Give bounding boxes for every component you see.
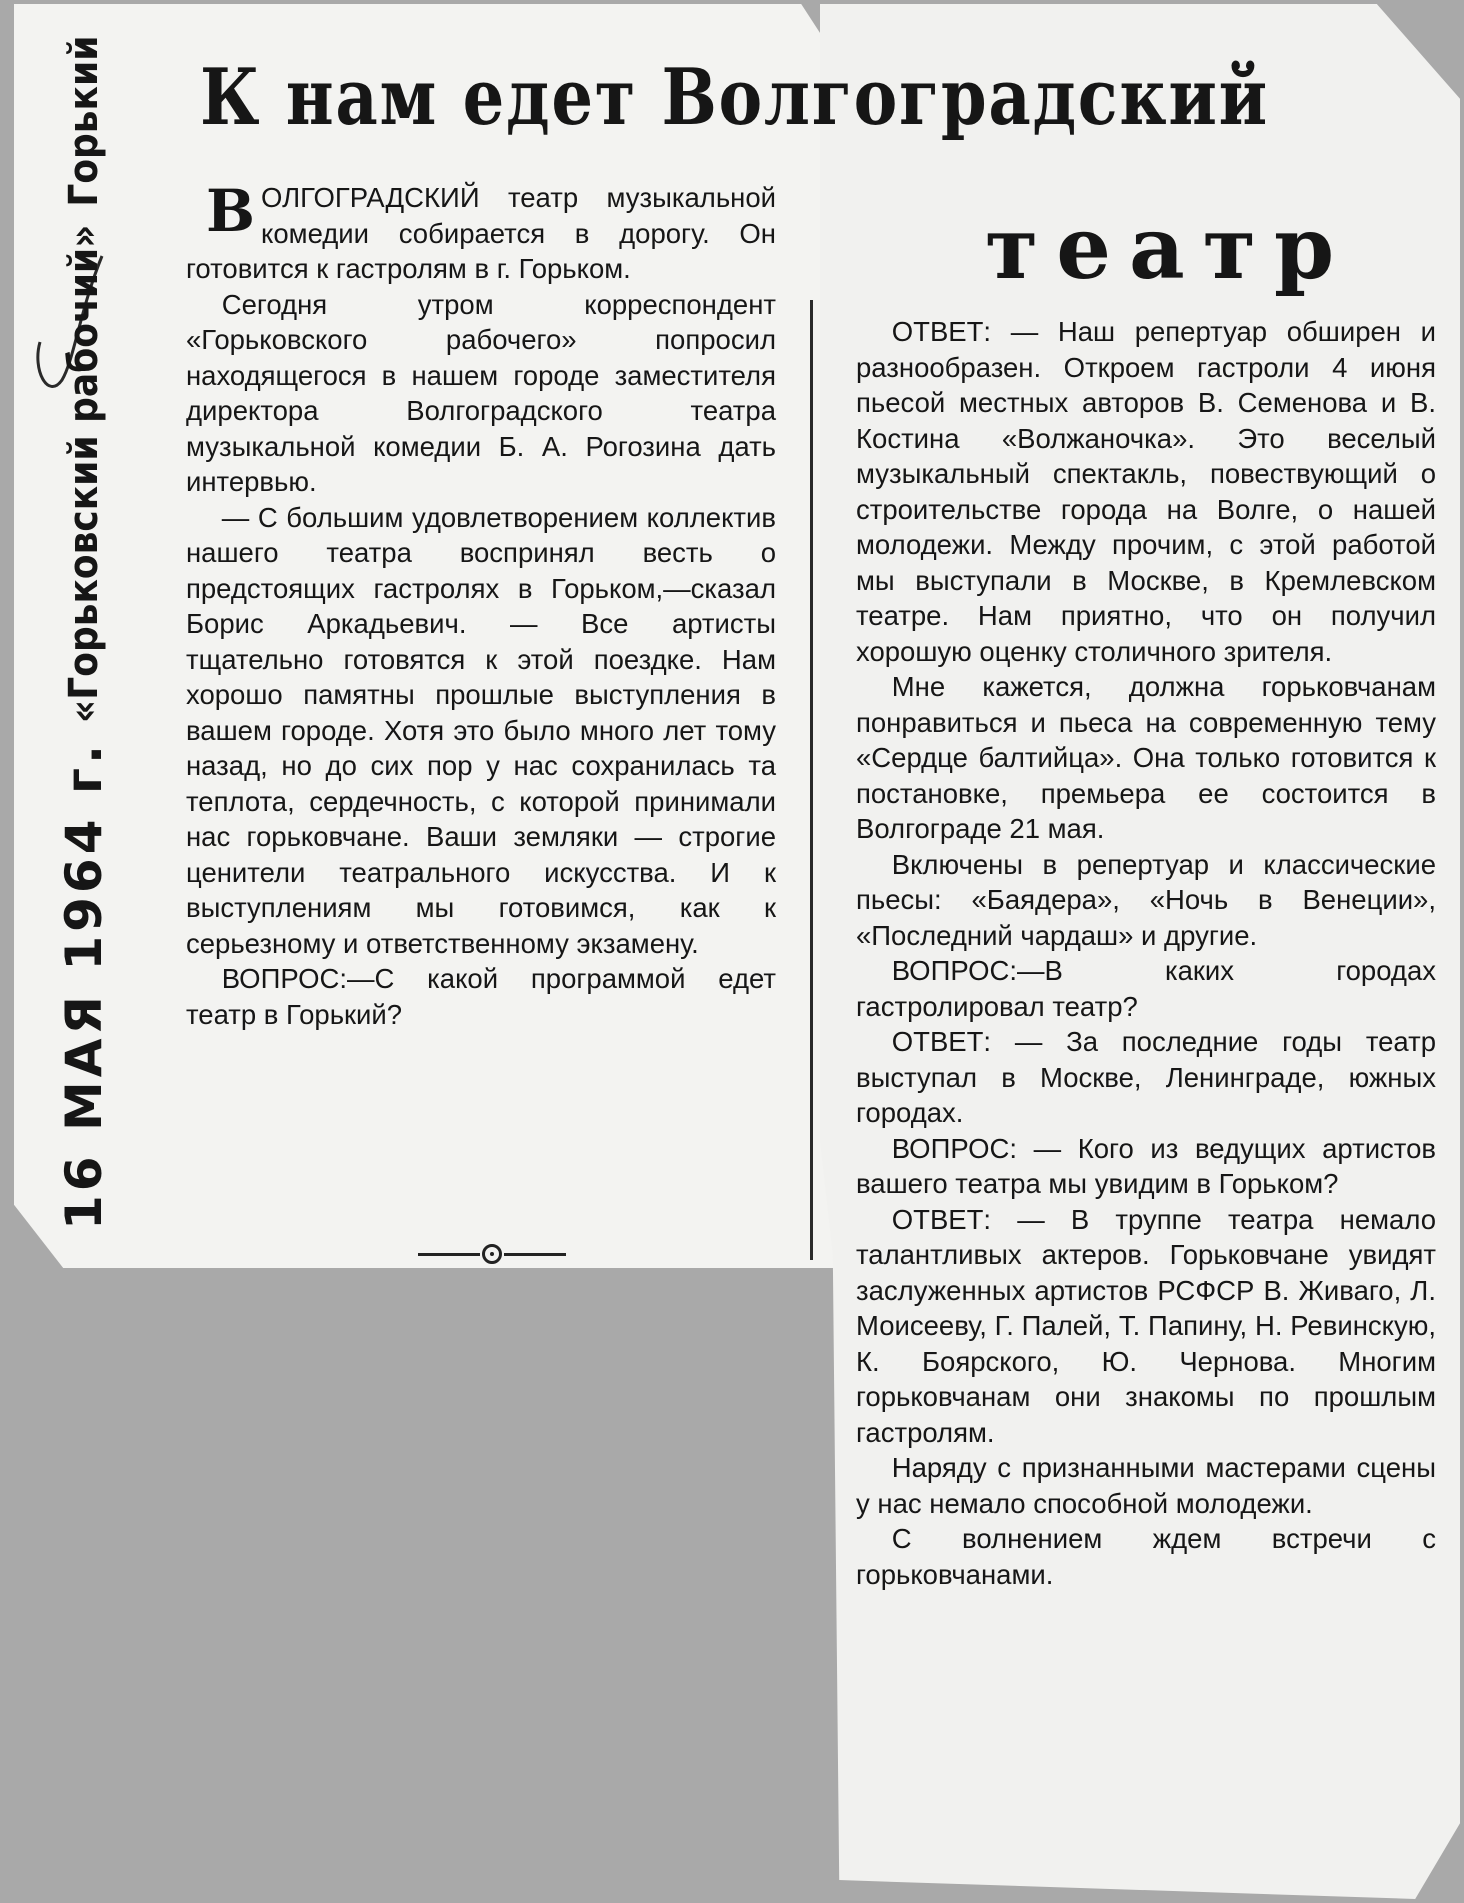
stamp-date: 16 МАЯ 1964 г. [55,740,113,1230]
article-column-2 [856,314,1436,1592]
date-stamp [24,35,144,1230]
article-column-1 [186,177,776,1032]
closing-paragraph: С волнением ждем встречи с горьковчанами. [856,1523,1436,1590]
lead-paragraph [186,177,776,287]
question-paragraph: ВОПРОС:—С какой программой едет театр в Горький? [186,963,776,1030]
headline-continued: театр [985,198,1353,299]
headline: К нам едет Волгоградский [200,52,1269,143]
paragraph: Включены в репертуар и классические пьесы: «Баядера», «Ночь в Венеции», «Последний чардаш» и другие. [856,848,1436,951]
answer-paragraph: ОТВЕТ: — За последние годы театр выступал в Москве, Ленинграде, южных городах. [856,1026,1436,1128]
separator-circle-icon [482,1244,502,1264]
stamp-paper: «Горьковский рабочий» [61,224,107,723]
paragraph: Наряду с признанными мастерами сцены у нас немало способной молодежи. [856,1452,1436,1519]
question-paragraph: ВОПРОС:—В каких городах гастролировал театр? [856,955,1436,1022]
drop-cap: В [206,177,256,245]
answer-paragraph: ОТВЕТ: — В труппе театра немало талантливых актеров. Горьковчане увидят заслуженных артистов РСФСР В. Живаго, Л. Моисееву, Г. Палей, Т. Папину, Н. Ревинскую, К. Боярского, Ю. Чернова. Многим горьковчанам они знакомы по прошлым гастролям. [856,1203,1436,1448]
answer-paragraph: ОТВЕТ: — Наш репертуар обширен и разнообразен. Откроем гастроли 4 июня пьесой местных авторов В. Семенова и В. Костина «Волжаночка». Это веселый музыкальный спектакль, повествующий о строительстве города на Волге, о нашей молодежи. Между прочим, с этой работой мы выступали в Москве, в Кремлевском театре. Нам приятно, что он получил хорошую оценку столичного зрителя. [856,316,1436,667]
section-separator [418,1240,578,1268]
lead-text: ОЛГОГРАДСКИЙ театр музыкальной комедии собирается в дорогу. Он готовится к гастролям в г. Горьком. [186,182,776,284]
paragraph: Мне кажется, должна горьковчанам понравиться и пьеса на современную тему «Сердце балтийца». Она только готовится к постановке, премьера ее состоится в Волгограде 21 мая. [856,671,1436,844]
paragraph: — С большим удовлетворением коллектив нашего театра воспринял весть о предстоящих гастролях в Горьком,—сказал Борис Аркадьевич. — Все артисты тщательно готовятся к этой поездке. Нам хорошо памятны прошлые выступления в вашем городе. Хотя это было много лет тому назад, но до сих пор у нас сохранилась та теплота, сердечность, с которой принимали нас горьковчане. Ваши земляки — строгие ценители театрального искусства. И к выступлениям мы готовимся, как к серьезному и ответственному экзамену. [186,501,776,959]
stamp-city: Горький [61,35,107,207]
paragraph: Сегодня утром корреспондент «Горьковского рабочего» попросил находящегося в нашем городе заместителя директора Волгоградского театра музыкальной комедии Б. А. Рогозина дать интервью. [186,288,776,497]
question-paragraph: ВОПРОС: — Кого из ведущих артистов вашего театра мы увидим в Горьком? [856,1132,1436,1199]
column-divider [810,300,813,1260]
